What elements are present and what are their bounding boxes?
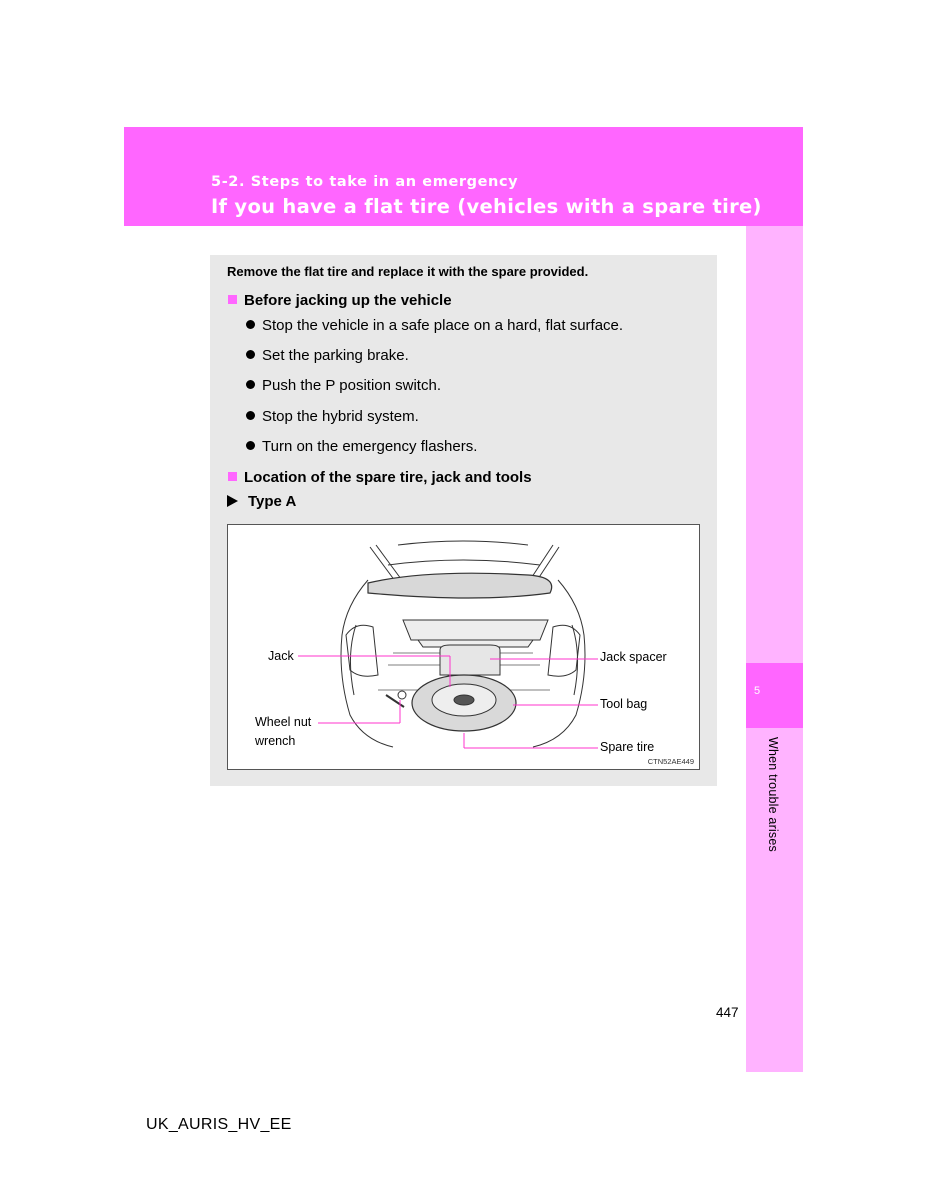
list-item [246, 408, 419, 425]
subheading-location [228, 469, 532, 486]
bullet-dot-icon [246, 441, 255, 450]
jack-shape [440, 645, 500, 675]
page-number: 447 [716, 1005, 739, 1020]
type-label-text: Type A [248, 493, 297, 510]
header-band [124, 127, 803, 226]
bullet-dot-icon [246, 350, 255, 359]
callout-wrench: wrench [255, 734, 296, 748]
type-label [227, 493, 296, 510]
square-bullet-icon [228, 472, 237, 481]
subheading-label: Location of the spare tire, jack and tools [244, 469, 532, 486]
list-item [246, 377, 441, 394]
chapter-tab-active[interactable] [746, 663, 803, 728]
callout-jack: Jack [268, 649, 294, 663]
chapter-number: 5 [754, 685, 761, 697]
tonneau-cover-shape [368, 573, 552, 598]
chapter-label: When trouble arises [766, 737, 780, 852]
document-code: UK_AURIS_HV_EE [146, 1116, 292, 1133]
subheading-before-jacking [228, 292, 452, 309]
list-item-text: Turn on the emergency flashers. [262, 438, 478, 455]
callout-jack-spacer: Jack spacer [600, 650, 667, 664]
list-item [246, 438, 477, 455]
callout-tool-bag: Tool bag [600, 697, 648, 711]
figure-code: CTN52AE449 [647, 757, 694, 766]
section-label: 5-2. Steps to take in an emergency [211, 174, 519, 190]
page-title: If you have a flat tire (vehicles with a spare tire) [211, 195, 762, 218]
triangle-pointer-icon [227, 495, 238, 507]
bullet-dot-icon [246, 320, 255, 329]
list-item-text: Stop the vehicle in a safe place on a hard, flat surface. [262, 317, 624, 334]
list-item [246, 347, 409, 364]
list-item-text: Set the parking brake. [262, 347, 409, 364]
callout-wheel-nut: Wheel nut [255, 715, 312, 729]
square-bullet-icon [228, 295, 237, 304]
callout-spare-tire: Spare tire [600, 740, 655, 754]
chapter-side-tab [746, 226, 803, 1072]
list-item-text: Push the P position switch. [262, 377, 441, 394]
list-item-text: Stop the hybrid system. [262, 408, 419, 425]
subheading-label: Before jacking up the vehicle [244, 292, 452, 309]
bullet-dot-icon [246, 411, 255, 420]
content-box [210, 255, 717, 786]
list-item [246, 317, 623, 334]
wrench-shape [386, 695, 404, 707]
spare-tire-location-figure [227, 524, 700, 770]
bullet-dot-icon [246, 380, 255, 389]
vehicle-cargo-illustration [228, 525, 699, 769]
intro-text: Remove the flat tire and replace it with the spare provided. [227, 264, 589, 279]
